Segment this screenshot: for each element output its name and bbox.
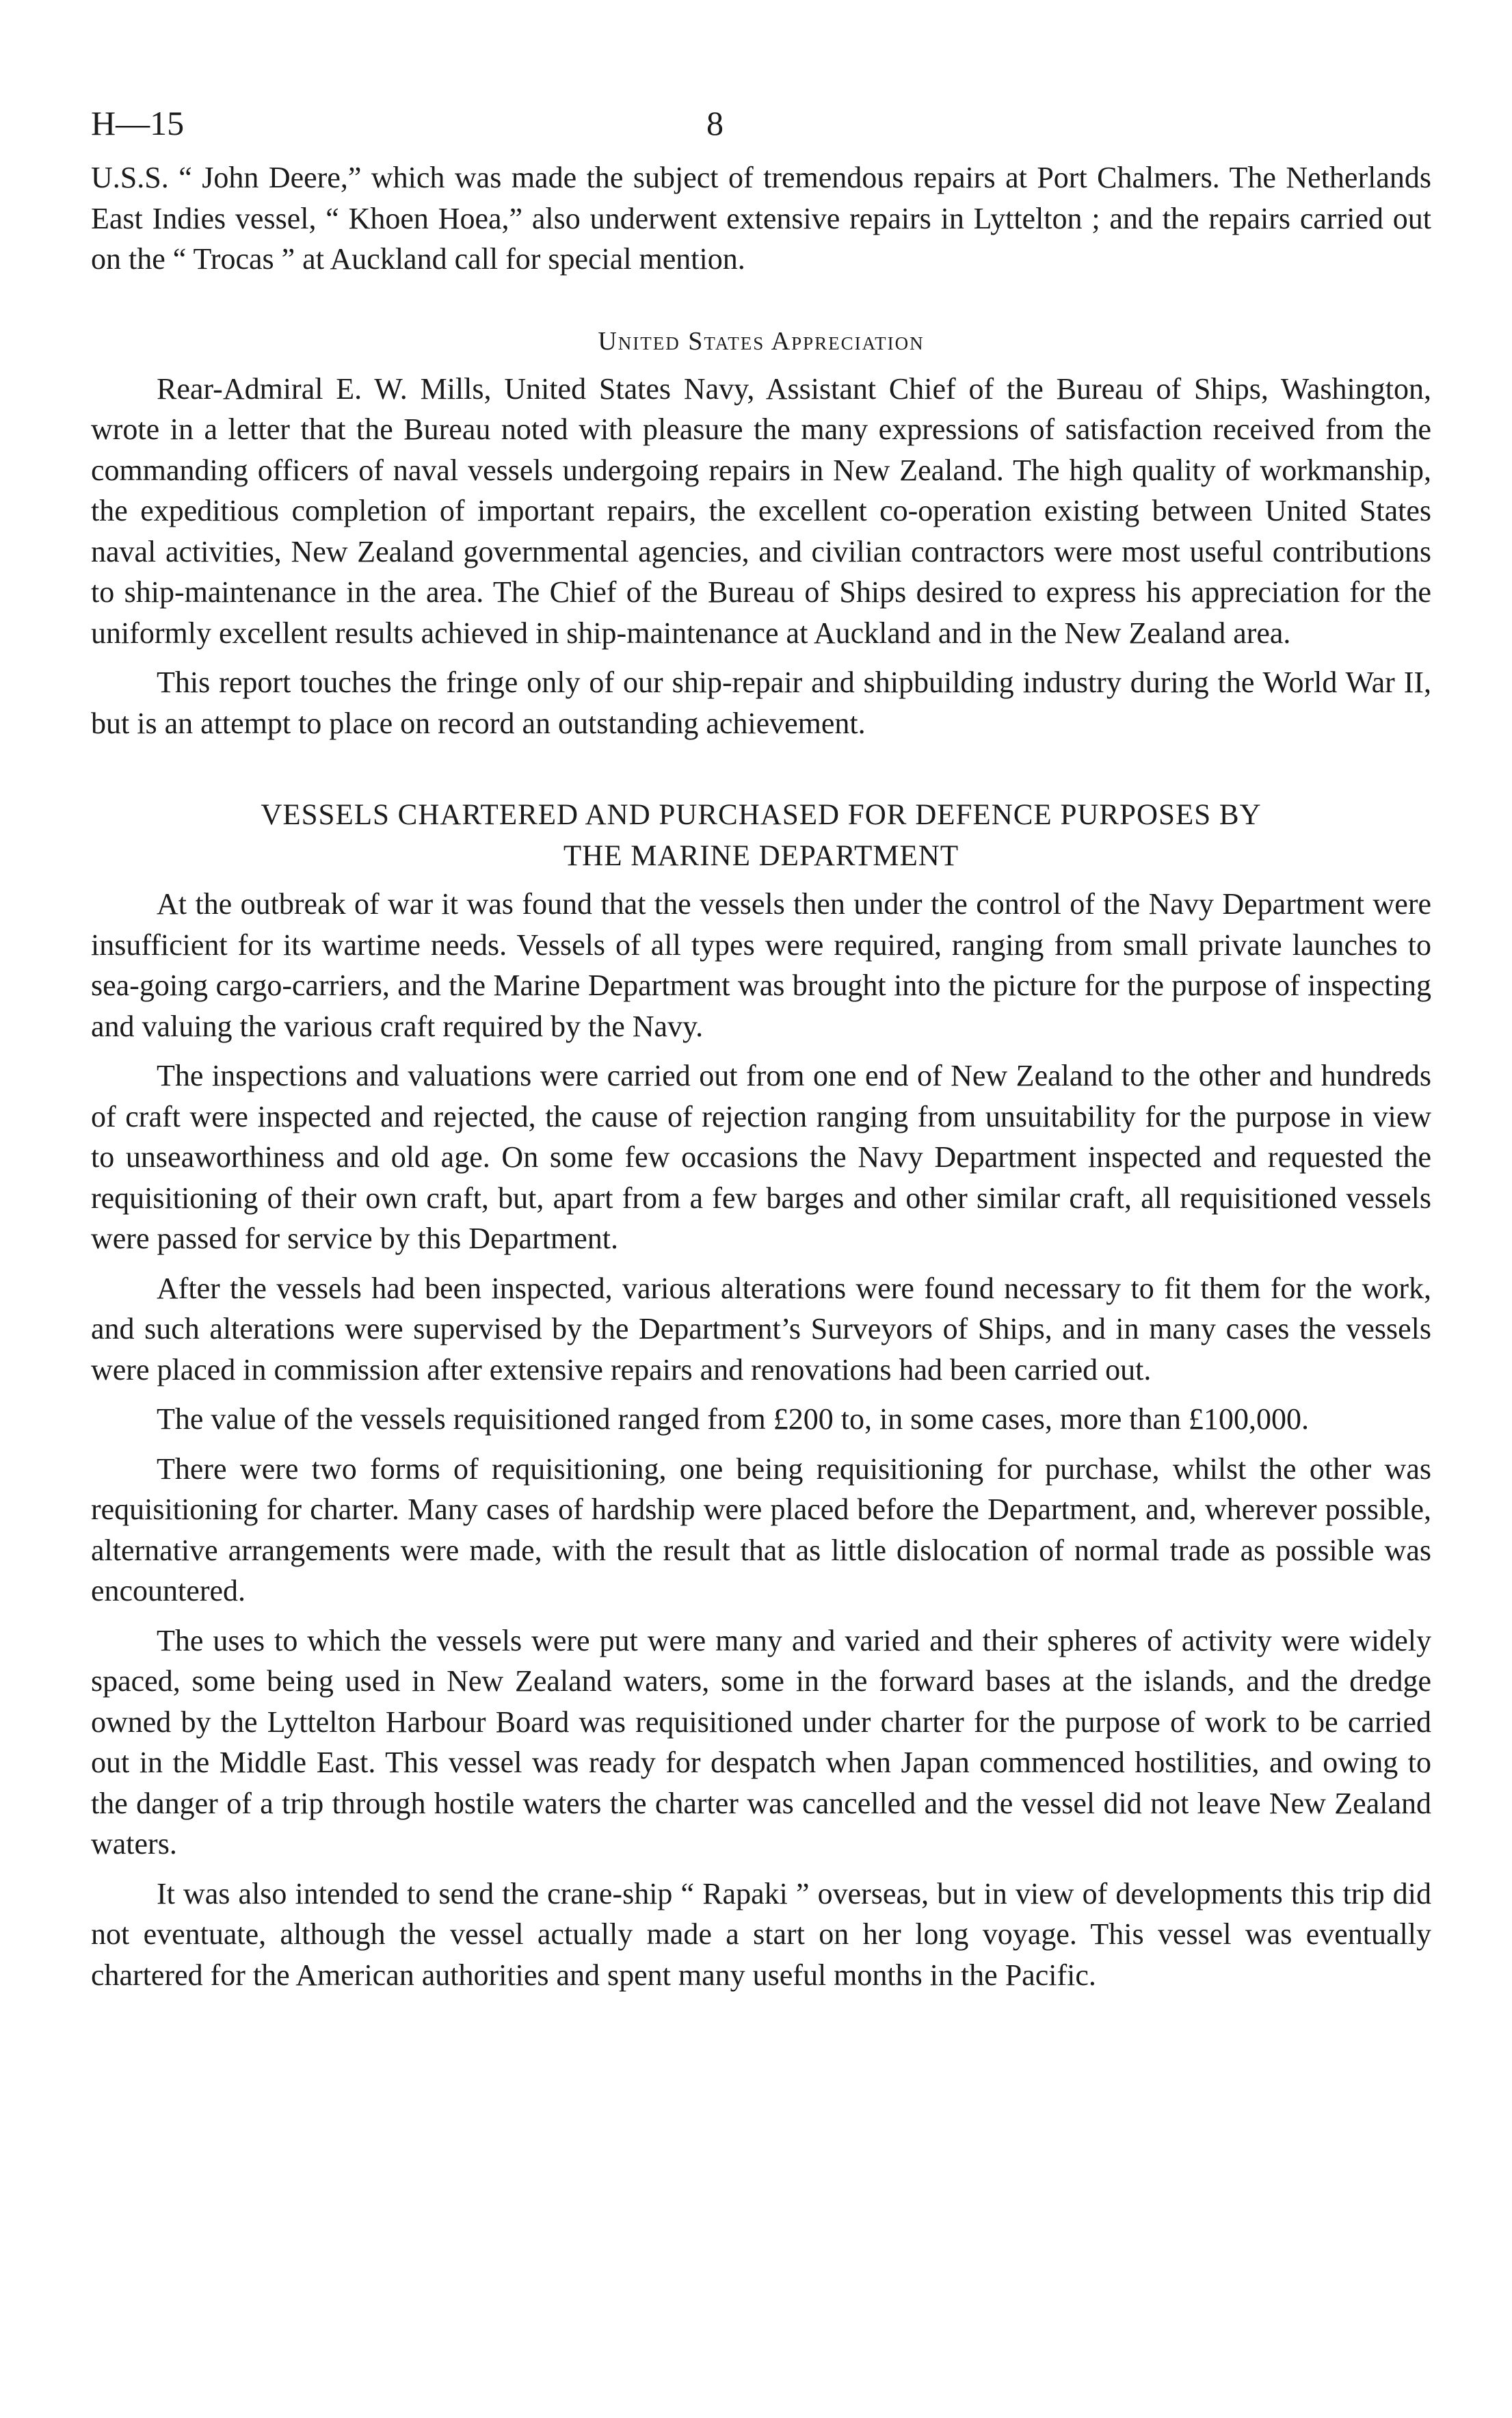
body-paragraph: After the vessels had been inspected, various alterations were found necessary to fit them for the work, and such alterations were supervised by the Department’s Surveyors of Ships, and in many cases the vessels were placed in commission after extensive repairs and renovations had been carried out.: [91, 1271, 1431, 1387]
body-paragraph: It was also intended to send the crane-ship “ Rapaki ” overseas, but in view of developments this trip did not eventuate, although the vessel actually made a start on her long voyage. This vessel was eventually chartered for the American authorities and spent many useful months in the Pacific.: [91, 1876, 1431, 1992]
intro-paragraph: U.S.S. “ John Deere,” which was made the subject of tremendous repairs at Port Chalmers. The Netherlands East Indies vessel, “ Khoen Hoea,” also underwent extensive repairs in Lyttelton ; and the repairs carried out on the “ Trocas ” at Auckland call for special mention.: [91, 161, 1431, 276]
running-header: [91, 103, 1431, 157]
document-page: [91, 103, 1431, 2004]
section-heading-line: THE MARINE DEPARTMENT: [563, 840, 959, 872]
body-paragraph: At the outbreak of war it was found that the vessels then under the control of the Navy Department were insufficient for its wartime needs. Vessels of all types were required, ranging from small private launches to sea-going cargo-carriers, and the Marine Department was brought into the picture for the purpose of inspecting and valuing the various craft required by the Navy.: [91, 887, 1431, 1043]
body-paragraph: There were two forms of requisitioning, one being requisitioning for purchase, whilst the other was requisitioning for charter. Many cases of hardship were placed before the Department, and, wherever possible, alternative arrangements were made, with the result that as little dislocation of normal trade as possible was encountered.: [91, 1451, 1431, 1607]
section-heading-line: VESSELS CHARTERED AND PURCHASED FOR DEFENCE PURPOSES BY: [261, 799, 1262, 831]
page-number: 8: [706, 104, 724, 142]
section-heading-vessels-chartered: [91, 795, 1431, 877]
body-paragraph: The inspections and valuations were carried out from one end of New Zealand to the other and hundreds of craft were inspected and rejected, the cause of rejection ranging from unsuitability for the purpose in view to unseaworthiness and old age. On some few occasions the Navy Department inspected and requested the requisitioning of their own craft, but, apart from a few barges and other similar craft, all requisitioned vessels were passed for service by this Department.: [91, 1059, 1431, 1255]
appreciation-paragraph: This report touches the fringe only of our ship-repair and shipbuilding industry during the World War II, but is an attempt to place on record an outstanding achievement.: [91, 666, 1431, 740]
appreciation-paragraph: Rear-Admiral E. W. Mills, United States Navy, Assistant Chief of the Bureau of Ships, Washington, wrote in a letter that the Bureau noted with pleasure the many expressions of satisfaction received from the commanding officers of naval vessels undergoing repairs in New Zealand. The high quality of workmanship, the expeditious completion of important repairs, the excellent co-operation existing between United States naval activities, New Zealand governmental agencies, and civilian contractors were most useful contributions to ship-maintenance in the area. The Chief of the Bureau of Ships desired to express his appreciation for the uniformly excellent results achieved in ship-maintenance at Auckland and in the New Zealand area.: [91, 371, 1431, 650]
report-code: H—15: [91, 104, 185, 142]
body-paragraph: The uses to which the vessels were put were many and varied and their spheres of activity were widely spaced, some being used in New Zealand waters, some in the forward bases at the islands, and the dredge owned by the Lyttelton Harbour Board was requisitioned under charter for the purpose of work to be carried out in the Middle East. This vessel was ready for despatch when Japan commenced hostilities, and owing to the danger of a trip through hostile waters the charter was cancelled and the vessel did not leave New Zealand waters.: [91, 1623, 1431, 1861]
body-paragraph: The value of the vessels requisitioned ranged from £200 to, in some cases, more than £100,000.: [157, 1402, 1310, 1436]
section-caption-united-states-appreciation: United States Appreciation: [598, 326, 925, 356]
